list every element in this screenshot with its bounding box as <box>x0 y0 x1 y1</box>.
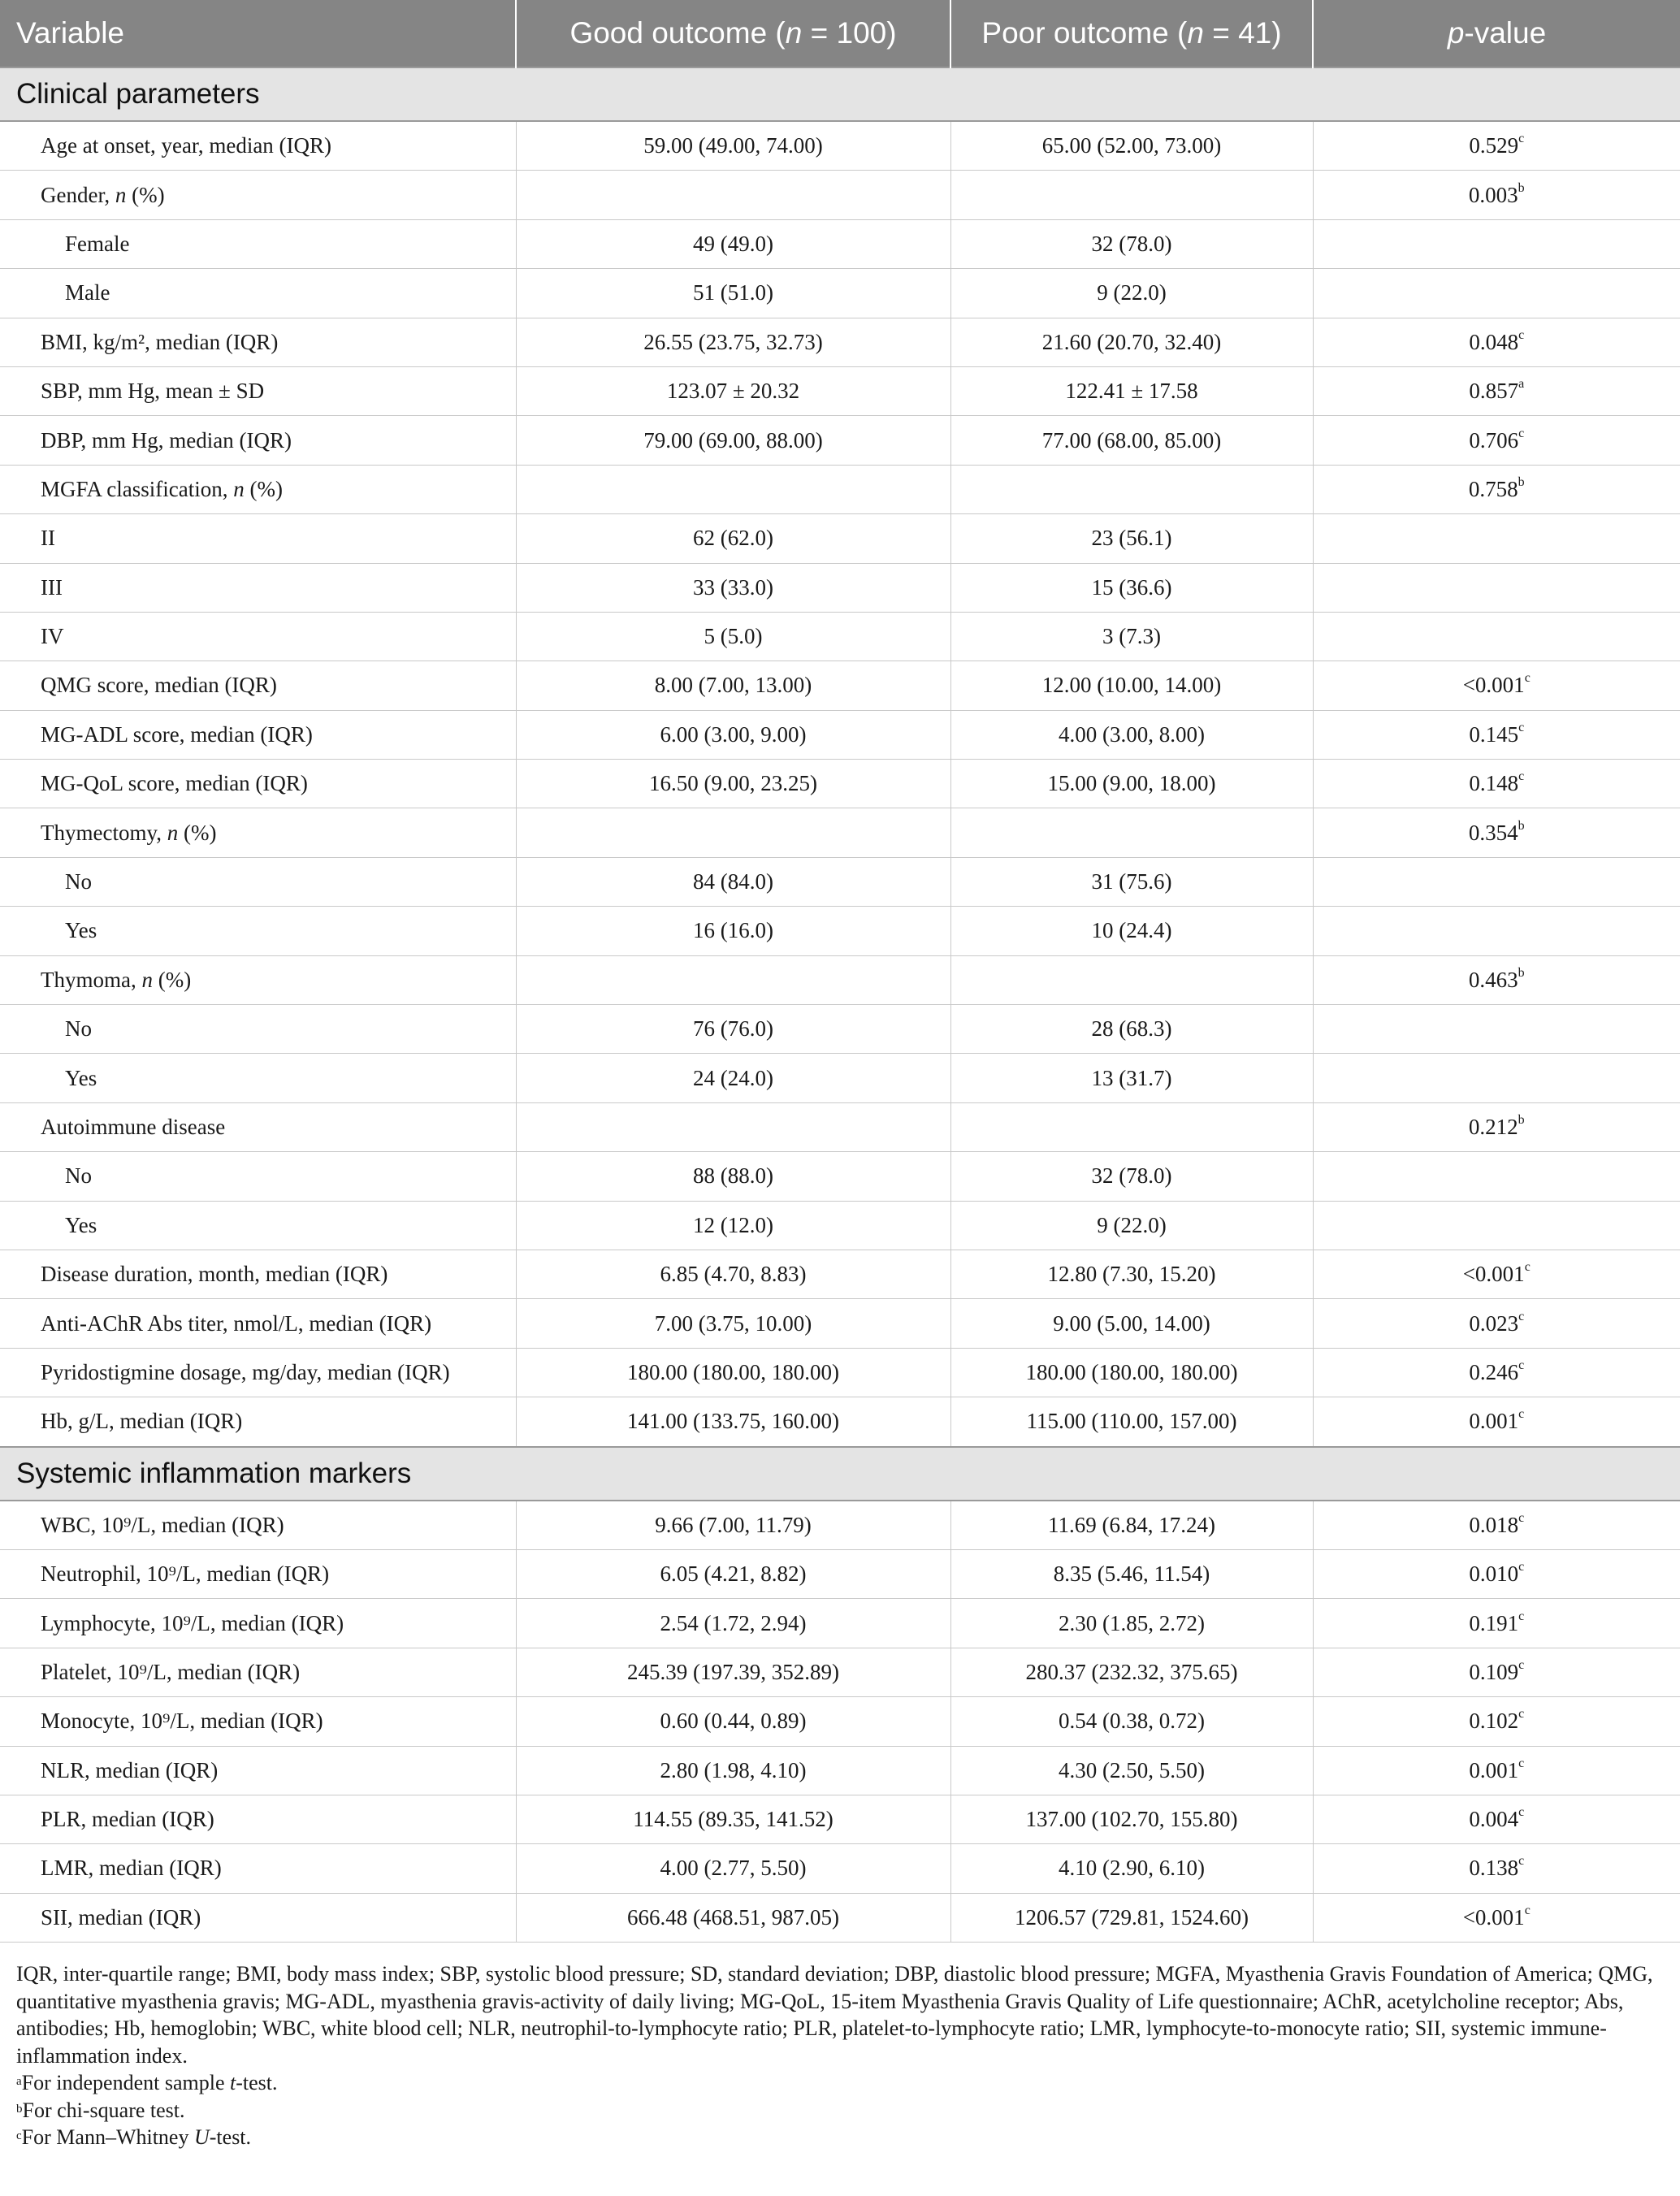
p-value-cell <box>1313 710 1680 759</box>
header-poor-outcome: Poor outcome (n = 41) <box>950 0 1313 67</box>
poor-outcome-cell <box>950 808 1313 857</box>
good-outcome-cell: 12 (12.0) <box>516 1201 950 1250</box>
poor-outcome-cell: 115.00 (110.00, 157.00) <box>950 1397 1313 1447</box>
footnote-b <box>16 2097 1664 2125</box>
table-row <box>0 121 1680 171</box>
poor-outcome-cell: 32 (78.0) <box>950 1152 1313 1201</box>
poor-outcome-cell: 9 (22.0) <box>950 1201 1313 1250</box>
good-outcome-cell: 180.00 (180.00, 180.00) <box>516 1348 950 1397</box>
p-value-text: 0.246 <box>1469 1359 1519 1384</box>
table-row <box>0 1250 1680 1298</box>
p-value-text: <0.001 <box>1462 673 1525 698</box>
p-value-cell <box>1313 121 1680 171</box>
p-value-text: 0.010 <box>1469 1561 1519 1587</box>
table-row <box>0 1697 1680 1746</box>
good-outcome-cell <box>516 808 950 857</box>
poor-outcome-cell: 9.00 (5.00, 14.00) <box>950 1299 1313 1348</box>
p-value-cell <box>1313 760 1680 808</box>
poor-outcome-cell: 28 (68.3) <box>950 1005 1313 1054</box>
poor-outcome-cell: 8.35 (5.46, 11.54) <box>950 1549 1313 1598</box>
footnote-a <box>16 2069 1664 2097</box>
p-value-text: 0.023 <box>1469 1310 1519 1336</box>
p-value-test-mark: c <box>1518 1510 1525 1525</box>
table-row <box>0 318 1680 366</box>
p-value-text: 0.018 <box>1469 1512 1519 1537</box>
table-row <box>0 171 1680 219</box>
table-footnotes <box>0 1943 1680 2151</box>
variable-cell: Thymectomy, n (%) <box>0 808 516 857</box>
variable-cell: No <box>0 1005 516 1054</box>
p-value-text: 0.003 <box>1468 182 1518 207</box>
variable-cell: SII, median (IQR) <box>0 1893 516 1942</box>
p-value-text: 0.148 <box>1469 771 1519 796</box>
p-value-test-mark: c <box>1518 720 1525 734</box>
variable-cell: Gender, n (%) <box>0 171 516 219</box>
poor-outcome-cell: 65.00 (52.00, 73.00) <box>950 121 1313 171</box>
footnote-mark: c <box>16 2129 22 2143</box>
p-value-cell <box>1313 1152 1680 1201</box>
poor-outcome-cell: 4.00 (3.00, 8.00) <box>950 710 1313 759</box>
p-value-test-mark: a <box>1518 377 1525 392</box>
footnote-text: For independent sample t-test. <box>21 2071 278 2095</box>
good-outcome-cell: 49 (49.0) <box>516 219 950 268</box>
p-value-text: 0.758 <box>1468 476 1518 501</box>
table-row <box>0 612 1680 661</box>
p-value-cell <box>1313 1795 1680 1843</box>
footnote-abbreviations: IQR, inter-quartile range; BMI, body mass index; SBP, systolic blood pressure; SD, standard deviation; DBP, diastolic blood pressure; MGFA, Myasthenia Gravis Foundation of America; QMG, quantitative myasthenia gravis; MG-ADL, myasthenia gravis-activity of daily living; MG-QoL, 15-item Myasthenia Gravis Quality of Life questionnaire; AChR, acetylcholine receptor; Abs, antibodies; Hb, hemoglobin; WBC, white blood cell; NLR, neutrophil-to-lymphocyte ratio; PLR, platelet-to-lymphocyte ratio; LMR, lymphocyte-to-monocyte ratio; SII, systemic immune-inflammation index. <box>16 1962 1653 2068</box>
p-value-test-mark: c <box>1524 671 1531 686</box>
p-value-text: <0.001 <box>1462 1262 1525 1287</box>
p-value-cell <box>1313 1844 1680 1893</box>
poor-outcome-cell: 1206.57 (729.81, 1524.60) <box>950 1893 1313 1942</box>
p-value-cell <box>1313 563 1680 612</box>
p-value-cell <box>1313 465 1680 513</box>
p-value-text: 0.001 <box>1469 1757 1519 1782</box>
poor-outcome-cell: 137.00 (102.70, 155.80) <box>950 1795 1313 1843</box>
table-header-row <box>0 0 1680 67</box>
table-row <box>0 416 1680 465</box>
variable-cell: LMR, median (IQR) <box>0 1844 516 1893</box>
p-value-text: 0.109 <box>1469 1659 1519 1684</box>
good-outcome-cell <box>516 465 950 513</box>
table-row <box>0 661 1680 710</box>
table-row <box>0 907 1680 955</box>
poor-outcome-cell: 2.30 (1.85, 2.72) <box>950 1599 1313 1648</box>
p-value-text: 0.145 <box>1469 721 1519 747</box>
p-value-cell <box>1313 366 1680 415</box>
variable-cell: Age at onset, year, median (IQR) <box>0 121 516 171</box>
table-row <box>0 1054 1680 1102</box>
table-row <box>0 1201 1680 1250</box>
p-value-text: 0.529 <box>1469 133 1519 158</box>
p-value-text: 0.706 <box>1469 427 1519 453</box>
poor-outcome-cell: 9 (22.0) <box>950 269 1313 318</box>
table-row <box>0 465 1680 513</box>
good-outcome-cell: 84 (84.0) <box>516 857 950 906</box>
p-value-cell <box>1313 1005 1680 1054</box>
p-value-cell <box>1313 1697 1680 1746</box>
header-p-value: p-value <box>1313 0 1680 67</box>
poor-outcome-cell <box>950 465 1313 513</box>
variable-cell: Monocyte, 10⁹/L, median (IQR) <box>0 1697 516 1746</box>
good-outcome-cell: 59.00 (49.00, 74.00) <box>516 121 950 171</box>
poor-outcome-cell: 31 (75.6) <box>950 857 1313 906</box>
header-good-outcome: Good outcome (n = 100) <box>516 0 950 67</box>
p-value-text: 0.354 <box>1468 820 1518 845</box>
poor-outcome-cell: 13 (31.7) <box>950 1054 1313 1102</box>
variable-cell: MG-QoL score, median (IQR) <box>0 760 516 808</box>
variable-cell: Male <box>0 269 516 318</box>
good-outcome-cell: 76 (76.0) <box>516 1005 950 1054</box>
p-value-cell <box>1313 857 1680 906</box>
p-value-text: 0.102 <box>1469 1709 1519 1734</box>
p-value-test-mark: c <box>1518 1707 1525 1722</box>
poor-outcome-cell: 12.00 (10.00, 14.00) <box>950 661 1313 710</box>
p-value-cell <box>1313 808 1680 857</box>
p-value-test-mark: c <box>1518 1407 1525 1422</box>
good-outcome-cell: 666.48 (468.51, 987.05) <box>516 1893 950 1942</box>
poor-outcome-cell: 280.37 (232.32, 375.65) <box>950 1648 1313 1696</box>
variable-cell: Pyridostigmine dosage, mg/day, median (IQR) <box>0 1348 516 1397</box>
good-outcome-cell: 79.00 (69.00, 88.00) <box>516 416 950 465</box>
table-row <box>0 1005 1680 1054</box>
table-row <box>0 1599 1680 1648</box>
poor-outcome-cell: 77.00 (68.00, 85.00) <box>950 416 1313 465</box>
good-outcome-cell: 245.39 (197.39, 352.89) <box>516 1648 950 1696</box>
p-value-cell <box>1313 1102 1680 1151</box>
variable-cell: Female <box>0 219 516 268</box>
table-row <box>0 857 1680 906</box>
table-row <box>0 1299 1680 1348</box>
variable-cell: Anti-AChR Abs titer, nmol/L, median (IQR) <box>0 1299 516 1348</box>
poor-outcome-cell: 32 (78.0) <box>950 219 1313 268</box>
variable-cell: Yes <box>0 1201 516 1250</box>
section-title: Clinical parameters <box>0 67 1680 121</box>
p-value-cell <box>1313 1599 1680 1648</box>
p-value-test-mark: b <box>1518 965 1525 980</box>
p-value-text: 0.048 <box>1469 329 1519 354</box>
poor-outcome-cell: 12.80 (7.30, 15.20) <box>950 1250 1313 1298</box>
table-row <box>0 1397 1680 1447</box>
good-outcome-cell: 5 (5.0) <box>516 612 950 661</box>
p-value-test-mark: c <box>1518 1358 1525 1372</box>
good-outcome-cell: 2.54 (1.72, 2.94) <box>516 1599 950 1648</box>
footnote-c <box>16 2124 1664 2151</box>
p-value-test-mark: c <box>1518 1756 1525 1770</box>
table-row <box>0 1746 1680 1795</box>
variable-cell: MGFA classification, n (%) <box>0 465 516 513</box>
p-value-text: 0.001 <box>1469 1409 1519 1434</box>
poor-outcome-cell <box>950 171 1313 219</box>
good-outcome-cell: 6.85 (4.70, 8.83) <box>516 1250 950 1298</box>
p-value-cell <box>1313 416 1680 465</box>
p-value-cell <box>1313 318 1680 366</box>
good-outcome-cell <box>516 1102 950 1151</box>
table-row <box>0 1102 1680 1151</box>
good-outcome-cell: 88 (88.0) <box>516 1152 950 1201</box>
variable-cell: IV <box>0 612 516 661</box>
variable-cell: Lymphocyte, 10⁹/L, median (IQR) <box>0 1599 516 1648</box>
p-value-cell <box>1313 1746 1680 1795</box>
p-value-cell <box>1313 219 1680 268</box>
footnote-mark: b <box>16 2102 23 2116</box>
p-value-cell <box>1313 661 1680 710</box>
p-value-test-mark: c <box>1518 1805 1525 1820</box>
variable-cell: DBP, mm Hg, median (IQR) <box>0 416 516 465</box>
poor-outcome-cell <box>950 955 1313 1004</box>
table-row <box>0 1844 1680 1893</box>
footnote-text: For Mann–Whitney U-test. <box>21 2125 252 2150</box>
variable-cell: Disease duration, month, median (IQR) <box>0 1250 516 1298</box>
poor-outcome-cell: 10 (24.4) <box>950 907 1313 955</box>
table-row <box>0 1795 1680 1843</box>
p-value-test-mark: c <box>1518 1854 1525 1869</box>
good-outcome-cell: 114.55 (89.35, 141.52) <box>516 1795 950 1843</box>
variable-cell: No <box>0 1152 516 1201</box>
p-value-test-mark: b <box>1518 818 1525 833</box>
good-outcome-cell: 6.00 (3.00, 9.00) <box>516 710 950 759</box>
good-outcome-cell <box>516 955 950 1004</box>
section-header-row <box>0 67 1680 121</box>
p-value-test-mark: b <box>1518 474 1525 489</box>
p-value-cell <box>1313 1549 1680 1598</box>
variable-cell: PLR, median (IQR) <box>0 1795 516 1843</box>
p-value-cell <box>1313 1201 1680 1250</box>
table-row <box>0 1648 1680 1696</box>
p-value-text: <0.001 <box>1462 1904 1525 1930</box>
p-value-test-mark: c <box>1518 1560 1525 1574</box>
good-outcome-cell: 33 (33.0) <box>516 563 950 612</box>
p-value-text: 0.463 <box>1468 967 1518 992</box>
good-outcome-cell: 26.55 (23.75, 32.73) <box>516 318 950 366</box>
good-outcome-cell: 62 (62.0) <box>516 514 950 563</box>
poor-outcome-cell: 0.54 (0.38, 0.72) <box>950 1697 1313 1746</box>
variable-cell: SBP, mm Hg, mean ± SD <box>0 366 516 415</box>
p-value-test-mark: c <box>1518 769 1525 784</box>
good-outcome-cell: 16 (16.0) <box>516 907 950 955</box>
p-value-text: 0.191 <box>1469 1610 1519 1635</box>
p-value-test-mark: b <box>1518 1113 1525 1127</box>
poor-outcome-cell: 15.00 (9.00, 18.00) <box>950 760 1313 808</box>
table-row <box>0 955 1680 1004</box>
p-value-test-mark: c <box>1524 1903 1531 1917</box>
p-value-cell <box>1313 1893 1680 1942</box>
poor-outcome-cell <box>950 1102 1313 1151</box>
table-row <box>0 808 1680 857</box>
good-outcome-cell: 7.00 (3.75, 10.00) <box>516 1299 950 1348</box>
good-outcome-cell: 123.07 ± 20.32 <box>516 366 950 415</box>
poor-outcome-cell: 11.69 (6.84, 17.24) <box>950 1501 1313 1550</box>
p-value-cell <box>1313 269 1680 318</box>
p-value-cell <box>1313 955 1680 1004</box>
table-body <box>0 67 1680 1943</box>
p-value-cell <box>1313 907 1680 955</box>
poor-outcome-cell: 4.10 (2.90, 6.10) <box>950 1844 1313 1893</box>
variable-cell: Yes <box>0 1054 516 1102</box>
poor-outcome-cell: 180.00 (180.00, 180.00) <box>950 1348 1313 1397</box>
p-value-cell <box>1313 1299 1680 1348</box>
section-header-row <box>0 1447 1680 1501</box>
table-row <box>0 1152 1680 1201</box>
table-row <box>0 514 1680 563</box>
footnote-mark: a <box>16 2075 22 2089</box>
table-row <box>0 219 1680 268</box>
p-value-cell <box>1313 1397 1680 1447</box>
good-outcome-cell: 6.05 (4.21, 8.82) <box>516 1549 950 1598</box>
p-value-cell <box>1313 612 1680 661</box>
p-value-cell <box>1313 1054 1680 1102</box>
p-value-test-mark: c <box>1518 426 1525 440</box>
variable-cell: Thymoma, n (%) <box>0 955 516 1004</box>
variable-cell: Neutrophil, 10⁹/L, median (IQR) <box>0 1549 516 1598</box>
poor-outcome-cell: 122.41 ± 17.58 <box>950 366 1313 415</box>
variable-cell: III <box>0 563 516 612</box>
variable-cell: NLR, median (IQR) <box>0 1746 516 1795</box>
p-value-test-mark: c <box>1518 1309 1525 1323</box>
variable-cell: QMG score, median (IQR) <box>0 661 516 710</box>
variable-cell: II <box>0 514 516 563</box>
table-row <box>0 1549 1680 1598</box>
table-row <box>0 1348 1680 1397</box>
p-value-cell <box>1313 514 1680 563</box>
good-outcome-cell: 24 (24.0) <box>516 1054 950 1102</box>
variable-cell: Platelet, 10⁹/L, median (IQR) <box>0 1648 516 1696</box>
table-row <box>0 563 1680 612</box>
p-value-cell <box>1313 1501 1680 1550</box>
section-title: Systemic inflammation markers <box>0 1447 1680 1501</box>
p-value-text: 0.138 <box>1469 1856 1519 1881</box>
variable-cell: No <box>0 857 516 906</box>
p-value-cell <box>1313 1648 1680 1696</box>
good-outcome-cell: 0.60 (0.44, 0.89) <box>516 1697 950 1746</box>
header-variable: Variable <box>0 0 516 67</box>
variable-cell: Yes <box>0 907 516 955</box>
p-value-test-mark: c <box>1518 132 1525 146</box>
poor-outcome-cell: 21.60 (20.70, 32.40) <box>950 318 1313 366</box>
p-value-text: 0.004 <box>1469 1807 1519 1832</box>
table-row <box>0 710 1680 759</box>
poor-outcome-cell: 4.30 (2.50, 5.50) <box>950 1746 1313 1795</box>
variable-cell: BMI, kg/m², median (IQR) <box>0 318 516 366</box>
good-outcome-cell <box>516 171 950 219</box>
variable-cell: WBC, 10⁹/L, median (IQR) <box>0 1501 516 1550</box>
p-value-test-mark: b <box>1518 180 1525 195</box>
good-outcome-cell: 8.00 (7.00, 13.00) <box>516 661 950 710</box>
variable-cell: Autoimmune disease <box>0 1102 516 1151</box>
good-outcome-cell: 2.80 (1.98, 4.10) <box>516 1746 950 1795</box>
variable-cell: Hb, g/L, median (IQR) <box>0 1397 516 1447</box>
footnote-notes <box>16 2069 1664 2151</box>
poor-outcome-cell: 23 (56.1) <box>950 514 1313 563</box>
poor-outcome-cell: 3 (7.3) <box>950 612 1313 661</box>
good-outcome-cell: 51 (51.0) <box>516 269 950 318</box>
p-value-text: 0.212 <box>1468 1115 1518 1139</box>
p-value-test-mark: c <box>1524 1260 1531 1275</box>
table-row <box>0 1893 1680 1942</box>
good-outcome-cell: 141.00 (133.75, 160.00) <box>516 1397 950 1447</box>
p-value-cell <box>1313 1348 1680 1397</box>
good-outcome-cell: 4.00 (2.77, 5.50) <box>516 1844 950 1893</box>
table-row <box>0 1501 1680 1550</box>
p-value-test-mark: c <box>1518 327 1525 342</box>
table-row <box>0 269 1680 318</box>
good-outcome-cell: 16.50 (9.00, 23.25) <box>516 760 950 808</box>
good-outcome-cell: 9.66 (7.00, 11.79) <box>516 1501 950 1550</box>
p-value-test-mark: c <box>1518 1657 1525 1672</box>
table-row <box>0 366 1680 415</box>
table-row <box>0 760 1680 808</box>
p-value-cell <box>1313 171 1680 219</box>
poor-outcome-cell: 15 (36.6) <box>950 563 1313 612</box>
p-value-test-mark: c <box>1518 1609 1525 1623</box>
p-value-cell <box>1313 1250 1680 1298</box>
variable-cell: MG-ADL score, median (IQR) <box>0 710 516 759</box>
footnote-text: For chi-square test. <box>22 2098 185 2122</box>
p-value-text: 0.857 <box>1469 379 1519 404</box>
